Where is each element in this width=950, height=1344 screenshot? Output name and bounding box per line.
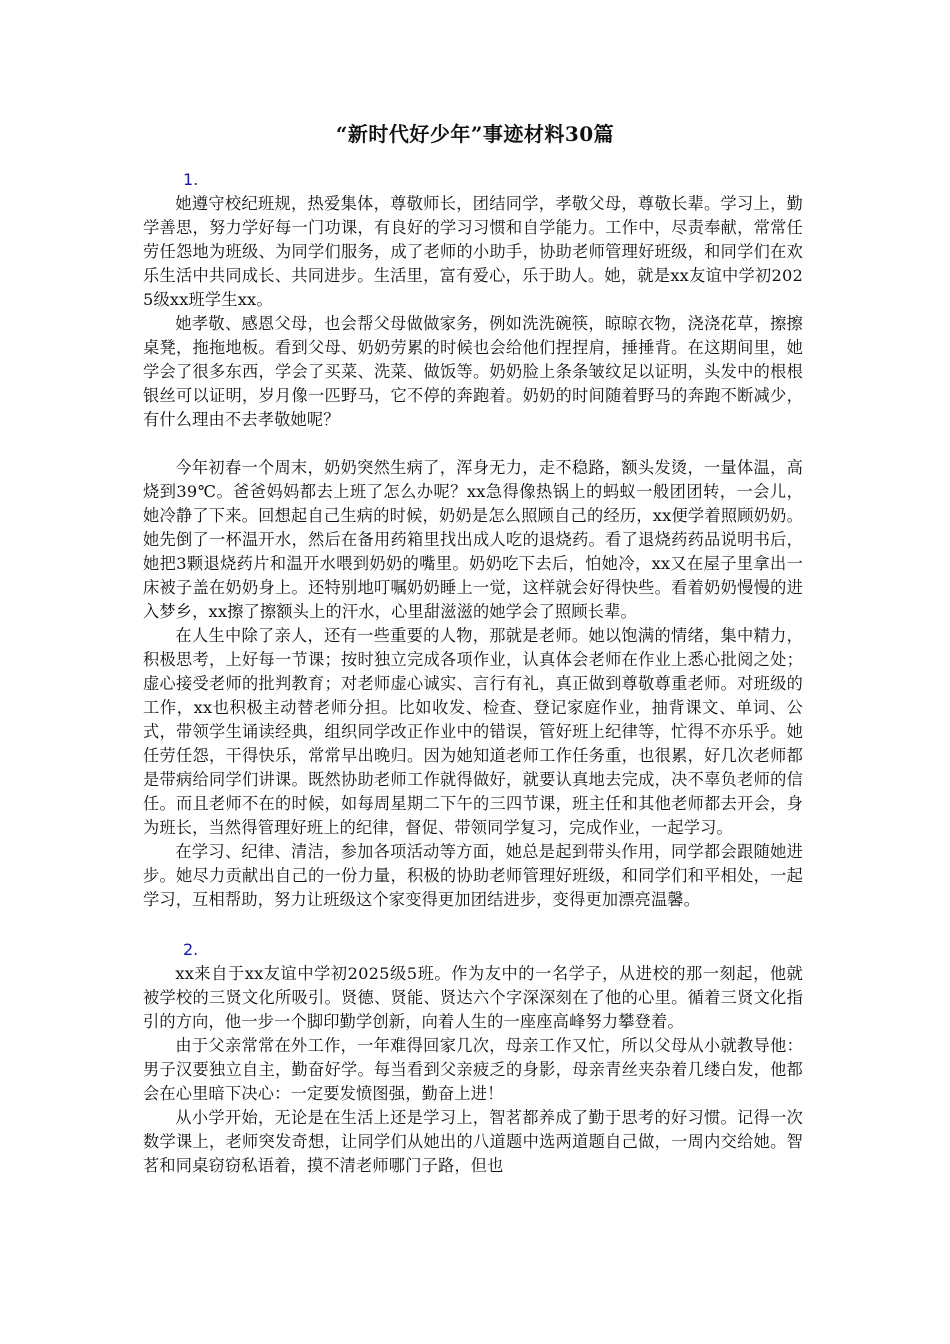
paragraph: 在学习、纪律、清洁，参加各项活动等方面，她总是起到带头作用，同学都会跟随她进步。她尽力贡献出自己的一份力量，积极的协助老师管理好班级，和同学们和平相处，一起学习，互相帮助，努力让班级这个家变得更加团结进步，变得更加漂亮温馨。 [143,842,803,909]
paragraph: 她遵守校纪班规，热爱集体，尊敬师长，团结同学，孝敬父母，尊敬长辈。学习上，勤学善思，努力学好每一门功课，有良好的学习习惯和自学能力。工作中，尽责奉献，常常任劳任怨地为班级、为同学们服务，成了老师的小助手，协助老师管理好班级，和同学们在欢乐生活中共同成长、共同进步。生活里，富有爱心，乐于助人。她，就是xx友谊中学初2025级xx班学生xx。 [143,194,803,309]
paragraph: 她孝敬、感恩父母，也会帮父母做做家务，例如洗洗碗筷，晾晾衣物，浇浇花草，擦擦桌凳，拖拖地板。看到父母、奶奶劳累的时候也会给他们捏捏肩，捶捶背。在这期间里，她学会了很多东西，学会了买菜、洗菜、做饭等。奶奶脸上条条皱纹足以证明，头发中的根根银丝可以证明，岁月像一匹野马，它不停的奔跑着。奶奶的时间随着野马的奔跑不断减少，有什么理由不去孝敬她呢？ [143,314,803,429]
paragraph: 由于父亲常常在外工作，一年难得回家几次，母亲工作又忙，所以父母从小就教导他：男子汉要独立自主，勤奋好学。每当看到父亲疲乏的身影，母亲青丝夹杂着几缕白发，他都会在心里暗下决心：一定要发愤图强，勤奋上进！ [143,1036,803,1103]
paragraph: 从小学开始，无论是在生活上还是学习上，智茗都养成了勤于思考的好习惯。记得一次数学课上，老师突发奇想，让同学们从她出的八道题中选两道题自己做，一周内交给她。智茗和同桌窃窃私语着，摸不清老师哪门子路，但也 [143,1108,803,1175]
document-title: “新时代好少年”事迹材料30篇 [335,122,615,146]
paragraph: 今年初春一个周末，奶奶突然生病了，浑身无力，走不稳路，额头发烫，一量体温，高烧到39℃。爸爸妈妈都去上班了怎么办呢？xx急得像热锅上的蚂蚁一般团团转，一会儿，她冷静了下来。回想起自己生病的时候，奶奶是怎么照顾自己的经历，xx便学着照顾奶奶。她先倒了一杯温开水，然后在备用药箱里找出成人吃的退烧药。看了退烧药药品说明书后，她把3颗退烧药片和温开水喂到奶奶的嘴里。奶奶吃下去后，怕她冷，xx又在屋子里拿出一床被子盖在奶奶身上。还特别地叮嘱奶奶睡上一觉，这样就会好得快些。看着奶奶慢慢的进入梦乡，xx擦了擦额头上的汗水，心里甜滋滋的她学会了照顾长辈。 [143,458,803,621]
section-number: 2. [183,940,199,959]
paragraph: xx来自于xx友谊中学初2025级5班。作为友中的一名学子，从进校的那一刻起，他就被学校的三贤文化所吸引。贤德、贤能、贤达六个字深深刻在了他的心里。循着三贤文化指引的方向，他一步一个脚印勤学创新，向着人生的一座座高峰努力攀登着。 [143,964,803,1031]
section-1 [143,168,803,912]
section-number: 1. [183,170,199,189]
section-2 [143,938,803,1178]
paragraph: 在人生中除了亲人，还有一些重要的人物，那就是老师。她以饱满的情绪，集中精力，积极思考，上好每一节课；按时独立完成各项作业，认真体会老师在作业上悉心批阅之处；虚心接受老师的批判教育；对老师虚心诚实、言行有礼，真正做到尊敬尊重老师。对班级的工作，xx也积极主动替老师分担。比如收发、检查、登记家庭作业，抽背课文、单词、公式，带领学生诵读经典，组织同学改正作业中的错误，管好班上纪律等，忙得不亦乐乎。她任劳任怨，干得快乐，常常早出晚归。因为她知道老师工作任务重，也很累，好几次老师都是带病给同学们讲课。既然协助老师工作就得做好，就要认真地去完成，决不辜负老师的信任。而且老师不在的时候，如每周星期二下午的三四节课，班主任和其他老师都去开会，身为班长，当然得管理好班上的纪律，督促、带领同学复习，完成作业，一起学习。 [143,626,803,837]
paragraph-spacer [143,432,803,456]
document-body [143,168,803,1178]
section-spacer [143,912,803,938]
